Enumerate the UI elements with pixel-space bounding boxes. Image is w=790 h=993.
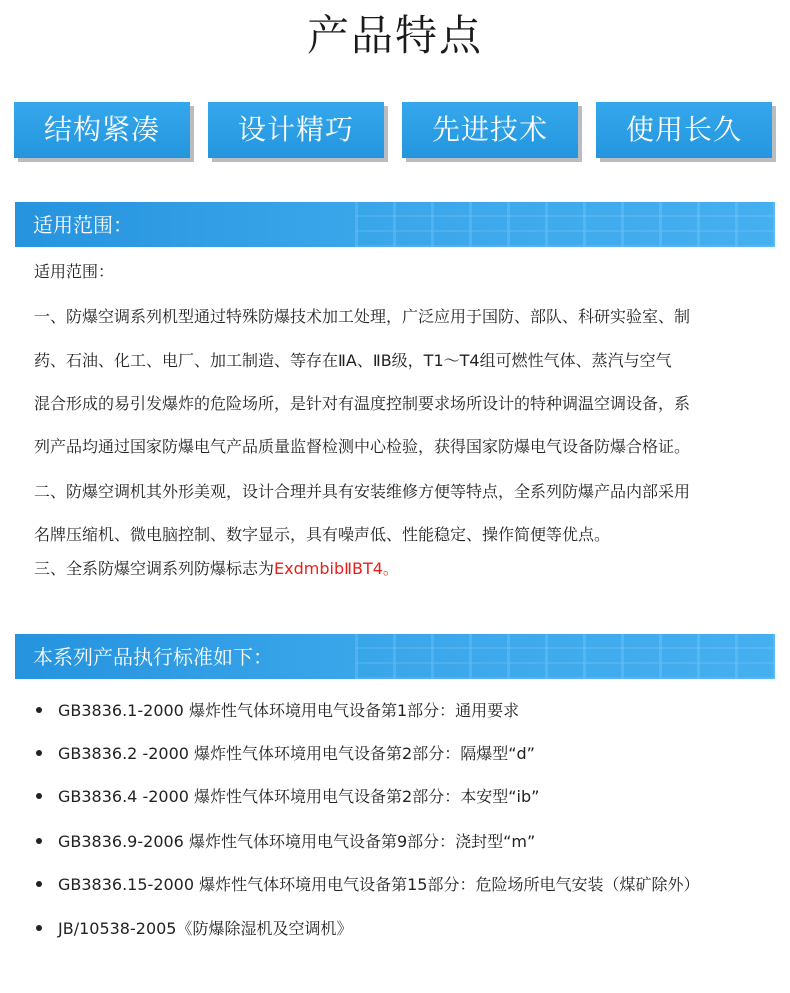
bullet-icon bbox=[36, 925, 42, 931]
scope-content bbox=[34, 260, 758, 590]
scope-section-heading: 适用范围： bbox=[33, 213, 133, 237]
list-item bbox=[36, 739, 535, 769]
standard-text: GB3836.4 -2000 爆炸性气体环境用电气设备第2部分：本安型“ib” bbox=[58, 787, 540, 806]
paragraph-1-line: 药、石油、化工、电厂、加工制造、等存在ⅡA、ⅡB级，T1～T4组可燃性气体、蒸汽与空气 bbox=[34, 351, 672, 370]
bullet-icon bbox=[36, 793, 42, 799]
list-item bbox=[36, 914, 352, 944]
explosion-proof-mark: ExdmbibⅡBT4。 bbox=[274, 559, 399, 578]
bullet-icon bbox=[36, 707, 42, 713]
feature-advanced-technology: 先进技术 bbox=[402, 102, 578, 158]
paragraph-1-line: 一、防爆空调系列机型通过特殊防爆技术加工处理，广泛应用于国防、部队、科研实验室、制 bbox=[34, 307, 691, 326]
scope-section-header bbox=[15, 202, 775, 247]
page-title: 产品特点 bbox=[306, 11, 483, 60]
feature-compact-structure: 结构紧凑 bbox=[14, 102, 190, 158]
paragraph-2-line: 二、防爆空调机其外形美观，设计合理并具有安装维修方便等特点，全系列防爆产品内部采用 bbox=[34, 482, 691, 501]
paragraph-1-line: 列产品均通过国家防爆电气产品质量监督检测中心检验，获得国家防爆电气设备防爆合格证。 bbox=[34, 437, 691, 456]
bullet-icon bbox=[36, 750, 42, 756]
standard-text: GB3836.15-2000 爆炸性气体环境用电气设备第15部分：危险场所电气安装（煤矿除外） bbox=[58, 875, 700, 894]
standard-text: GB3836.1-2000 爆炸性气体环境用电气设备第1部分：通用要求 bbox=[58, 701, 520, 720]
list-item bbox=[36, 870, 699, 900]
standard-text: JB/10538-2005《防爆除湿机及空调机》 bbox=[58, 919, 353, 938]
feature-long-lasting: 使用长久 bbox=[596, 102, 772, 158]
standard-text: GB3836.2 -2000 爆炸性气体环境用电气设备第2部分：隔爆型“d” bbox=[58, 744, 535, 763]
header-background-pattern bbox=[355, 634, 775, 679]
standard-text: GB3836.9-2006 爆炸性气体环境用电气设备第9部分：浇封型“m” bbox=[58, 832, 536, 851]
paragraph-3 bbox=[34, 557, 399, 581]
list-item bbox=[36, 782, 539, 812]
paragraph-1-line: 混合形成的易引发爆炸的危险场所，是针对有温度控制要求场所设计的特种调温空调设备，系 bbox=[34, 394, 691, 413]
paragraph-2-line: 名牌压缩机、微电脑控制、数字显示，具有噪声低、性能稳定、操作简便等优点。 bbox=[34, 525, 611, 544]
paragraph-3-text: 三、全系防爆空调系列防爆标志为 bbox=[34, 559, 275, 578]
list-item bbox=[36, 696, 519, 726]
bullet-icon bbox=[36, 838, 42, 844]
standards-section-header bbox=[15, 634, 775, 679]
feature-exquisite-design: 设计精巧 bbox=[208, 102, 384, 158]
header-background-pattern bbox=[355, 202, 775, 247]
scope-intro: 适用范围： bbox=[34, 262, 115, 281]
bullet-icon bbox=[36, 881, 42, 887]
list-item bbox=[36, 827, 535, 857]
standards-section-heading: 本系列产品执行标准如下： bbox=[33, 645, 273, 669]
feature-buttons bbox=[14, 102, 774, 160]
